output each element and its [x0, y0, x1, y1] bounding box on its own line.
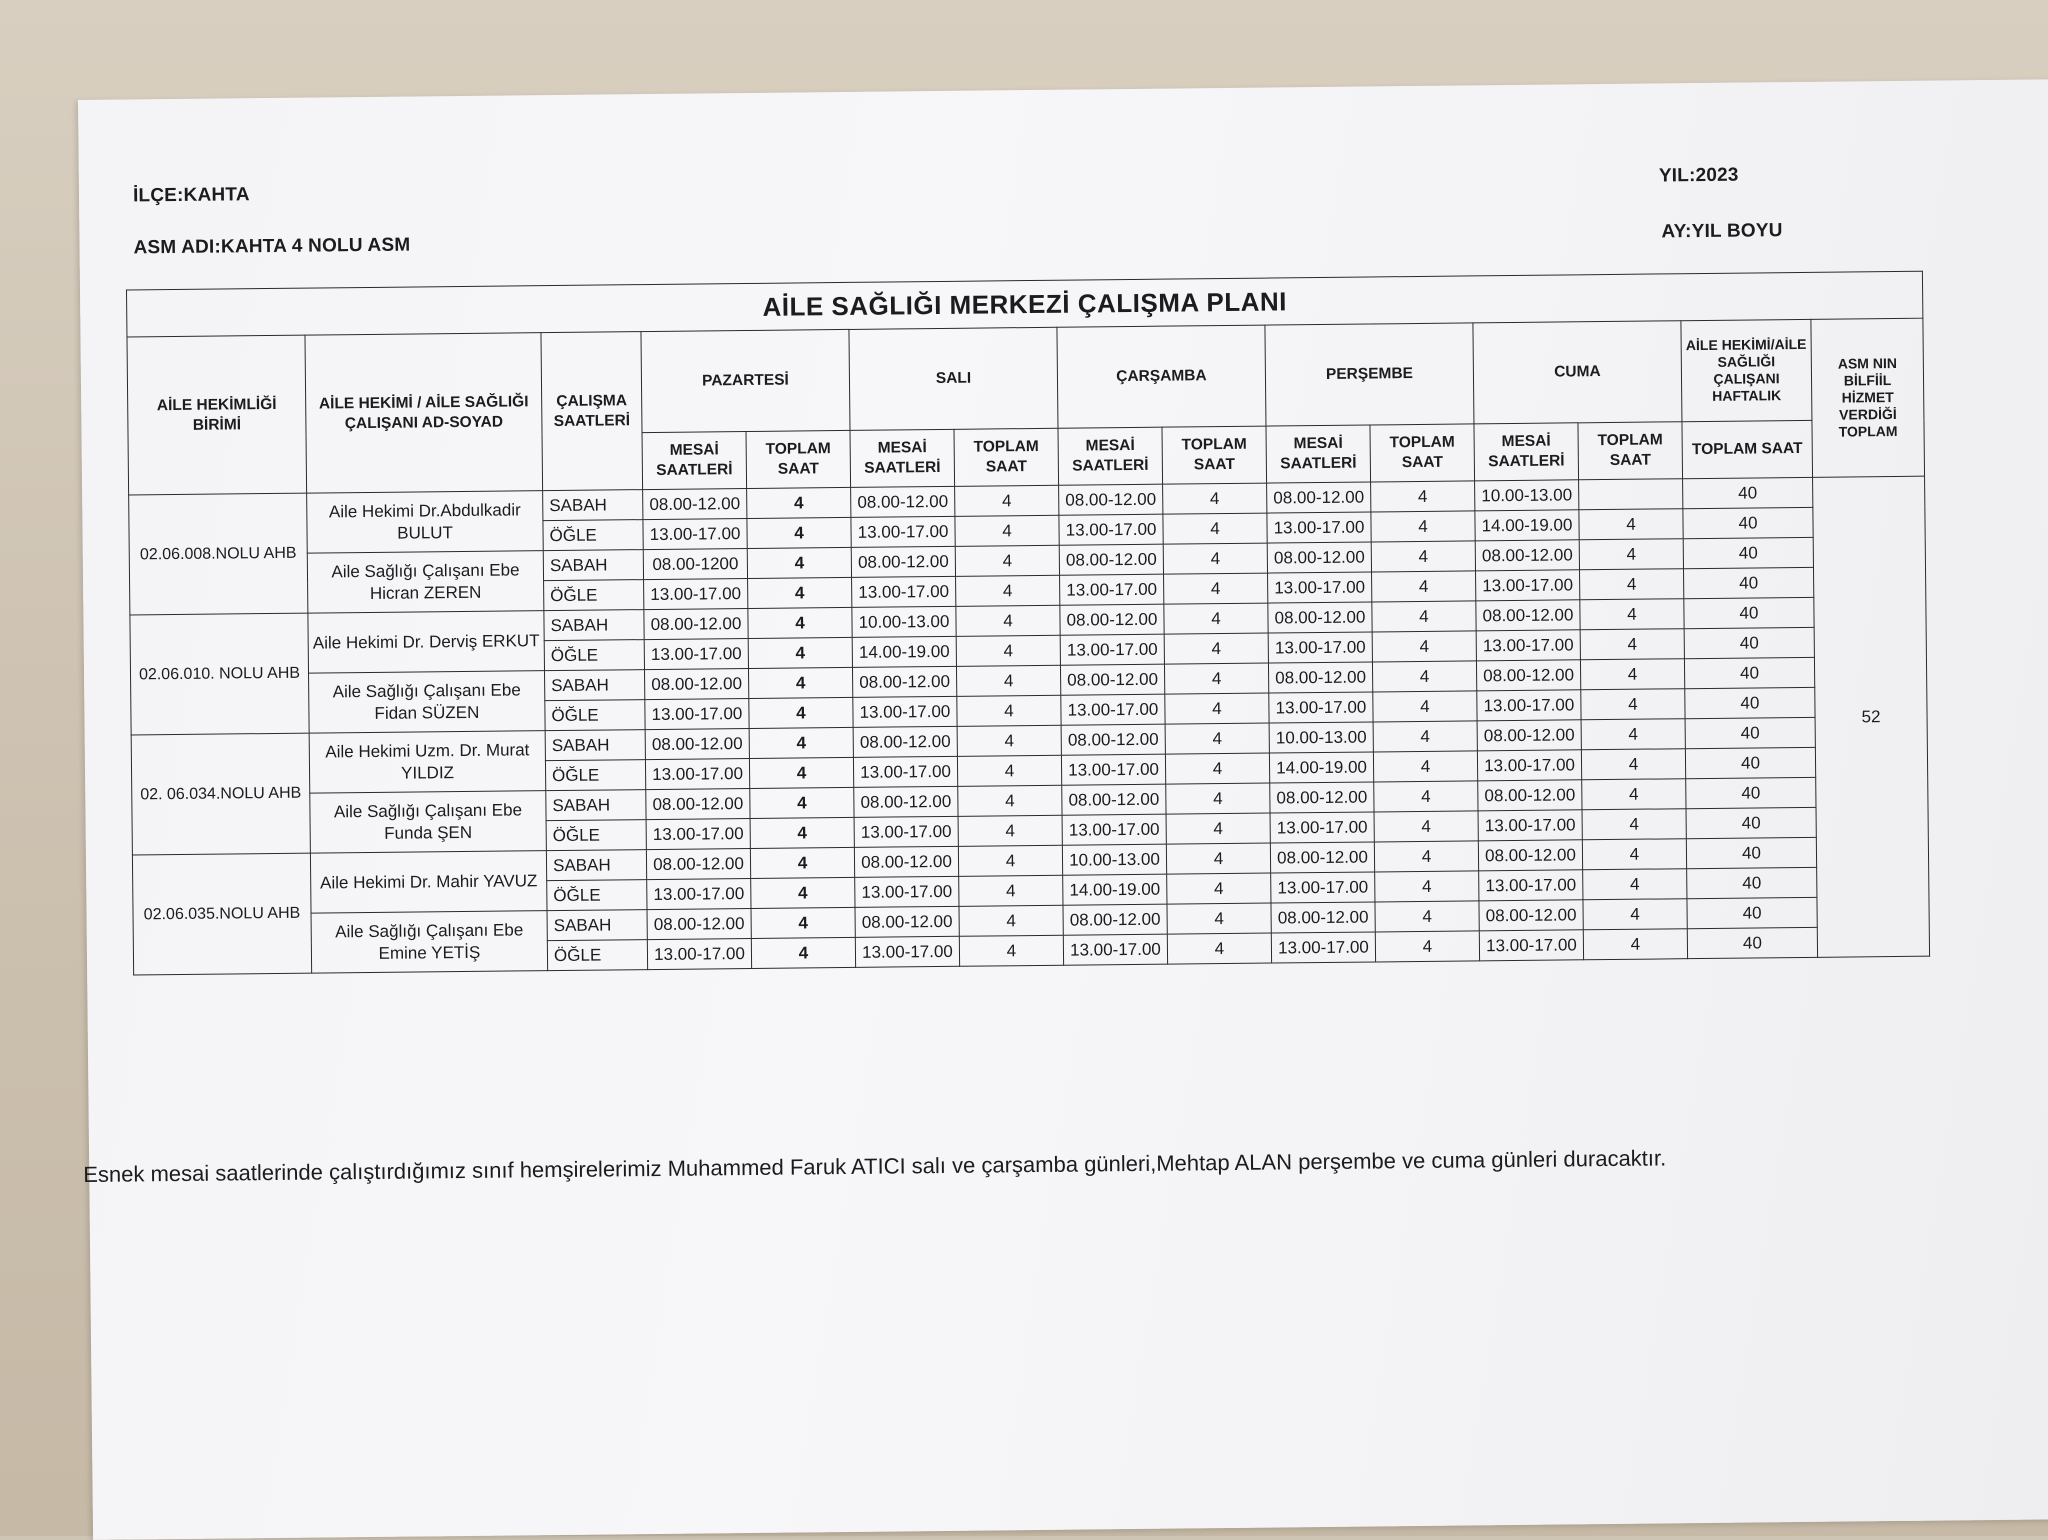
total-hours-cell: 4 [958, 785, 1062, 816]
total-hours-cell: 4 [1164, 573, 1268, 604]
total-hours-cell: 4 [1582, 779, 1686, 810]
total-hours-cell: 4 [750, 817, 854, 848]
total-hours-cell: 4 [955, 485, 1059, 516]
total-hours-cell: 4 [956, 665, 1060, 696]
total-hours-cell: 4 [748, 607, 852, 638]
hours-cell: 13.00-17.00 [1268, 632, 1372, 663]
hours-cell: 13.00-17.00 [1062, 814, 1166, 845]
total-hours-cell: 4 [748, 667, 852, 698]
hours-cell: 13.00-17.00 [645, 699, 749, 730]
total-hours-cell: 4 [749, 697, 853, 728]
total-hours-cell: 4 [1581, 749, 1685, 780]
weekly-total-cell: 40 [1686, 777, 1816, 808]
shift-cell: SABAH [543, 490, 643, 521]
total-hours-cell: 4 [1166, 783, 1270, 814]
shift-cell: SABAH [546, 790, 646, 821]
table-body [129, 476, 1930, 975]
hours-cell: 08.00-12.00 [645, 729, 749, 760]
shift-cell: SABAH [545, 670, 645, 701]
day-header-thursday: PERŞEMBE [1265, 323, 1474, 426]
thursday-hours-header: MESAİ SAATLERİ [1266, 425, 1371, 483]
shift-column-header: ÇALIŞMA SAATLERİ [541, 332, 643, 491]
total-hours-cell: 4 [1372, 601, 1476, 632]
total-hours-cell: 4 [749, 757, 853, 788]
total-hours-cell: 4 [1167, 873, 1271, 904]
hours-cell: 13.00-17.00 [1477, 750, 1581, 781]
hours-cell: 13.00-17.00 [1061, 754, 1165, 785]
total-hours-cell: 4 [1580, 629, 1684, 660]
hours-cell: 08.00-12.00 [1479, 900, 1583, 931]
shift-cell: ÖĞLE [547, 880, 647, 911]
total-hours-cell: 4 [956, 575, 1060, 606]
total-hours-cell: 4 [748, 637, 852, 668]
hours-cell: 08.00-12.00 [1061, 724, 1165, 755]
person-name-cell: Aile Sağlığı Çalışanı Ebe Emine YETİŞ [311, 911, 548, 973]
hours-cell: 13.00-17.00 [854, 816, 958, 847]
weekly-total-cell: 40 [1683, 537, 1813, 568]
hours-cell: 08.00-12.00 [853, 726, 957, 757]
hours-cell: 13.00-17.00 [1478, 810, 1582, 841]
hours-cell: 14.00-19.00 [852, 636, 956, 667]
hours-cell: 13.00-17.00 [1268, 572, 1372, 603]
hours-cell: 08.00-12.00 [855, 906, 959, 937]
total-hours-cell: 4 [1165, 723, 1269, 754]
total-hours-cell: 4 [1375, 871, 1479, 902]
hours-cell: 08.00-12.00 [644, 669, 748, 700]
total-hours-cell: 4 [747, 517, 851, 548]
total-hours-cell: 4 [1163, 483, 1267, 514]
total-hours-cell: 4 [1581, 689, 1685, 720]
hours-cell: 10.00-13.00 [1475, 480, 1579, 511]
hours-cell: 08.00-12.00 [1268, 662, 1372, 693]
weekly-total-cell: 40 [1684, 657, 1814, 688]
total-hours-cell: 4 [749, 727, 853, 758]
total-hours-cell: 4 [748, 577, 852, 608]
total-hours-cell: 4 [1164, 663, 1268, 694]
hours-cell: 08.00-12.00 [1063, 904, 1167, 935]
hours-cell: 10.00-13.00 [1062, 844, 1166, 875]
hours-cell: 13.00-17.00 [1060, 634, 1164, 665]
hours-cell: 13.00-17.00 [1271, 872, 1375, 903]
total-hours-cell: 4 [1372, 571, 1476, 602]
month-label: AY:YIL BOYU [1661, 220, 1783, 243]
hours-cell: 13.00-17.00 [647, 938, 751, 969]
total-hours-cell: 4 [1583, 869, 1687, 900]
person-name-cell: Aile Hekimi Uzm. Dr. Murat YILDIZ [309, 731, 546, 793]
friday-hours-header: MESAİ SAATLERİ [1474, 423, 1579, 481]
shift-cell: ÖĞLE [544, 640, 644, 671]
total-hours-cell: 4 [1371, 541, 1475, 572]
unit-column-header: AİLE HEKİMLİĞİ BİRİMİ [127, 335, 307, 495]
shift-cell: SABAH [543, 550, 643, 581]
hours-cell: 08.00-12.00 [1271, 902, 1375, 933]
total-hours-cell: 4 [1373, 721, 1477, 752]
hours-cell: 13.00-17.00 [1063, 934, 1167, 965]
hours-cell: 13.00-17.00 [1271, 932, 1375, 963]
hours-cell: 13.00-17.00 [644, 639, 748, 670]
hours-cell: 08.00-12.00 [1270, 782, 1374, 813]
hours-cell: 08.00-12.00 [1476, 660, 1580, 691]
hours-cell: 13.00-17.00 [1479, 870, 1583, 901]
total-hours-cell: 4 [1583, 929, 1687, 960]
work-plan-table [126, 271, 1930, 976]
document-paper [78, 79, 2048, 1540]
weekly-total-cell: 40 [1687, 867, 1817, 898]
total-hours-cell: 4 [958, 845, 1062, 876]
person-name-cell: Aile Sağlığı Çalışanı Ebe Funda ŞEN [310, 791, 547, 853]
total-hours-cell: 4 [751, 877, 855, 908]
total-hours-cell: 4 [1374, 781, 1478, 812]
total-hours-cell: 4 [956, 635, 1060, 666]
total-hours-cell: 4 [750, 847, 854, 878]
total-hours-cell: 4 [956, 605, 1060, 636]
total-hours-cell: 4 [1372, 661, 1476, 692]
shift-cell: SABAH [544, 610, 644, 641]
total-hours-cell: 4 [1163, 543, 1267, 574]
person-name-cell: Aile Hekimi Dr.Abdulkadir BULUT [307, 491, 544, 553]
hours-cell: 13.00-17.00 [1269, 692, 1373, 723]
tuesday-hours-header: MESAİ SAATLERİ [850, 429, 955, 487]
hours-cell: 08.00-12.00 [646, 849, 750, 880]
hours-cell: 10.00-13.00 [852, 606, 956, 637]
total-hours-cell: 4 [959, 905, 1063, 936]
total-hours-cell: 4 [959, 935, 1063, 966]
hours-cell: 08.00-12.00 [1475, 540, 1579, 571]
hours-cell: 08.00-12.00 [643, 489, 747, 520]
total-hours-cell: 4 [1374, 811, 1478, 842]
total-hours-cell: 4 [957, 755, 1061, 786]
total-hours-cell: 4 [1167, 903, 1271, 934]
total-hours-cell: 4 [957, 695, 1061, 726]
hours-cell: 08.00-12.00 [1476, 600, 1580, 631]
total-hours-cell: 4 [1164, 603, 1268, 634]
total-hours-cell: 4 [1580, 599, 1684, 630]
monday-total-header: TOPLAM SAAT [746, 430, 851, 488]
hours-cell: 08.00-12.00 [854, 786, 958, 817]
hours-cell: 13.00-17.00 [647, 878, 751, 909]
day-header-tuesday: SALI [849, 327, 1058, 430]
hours-cell: 13.00-17.00 [855, 936, 959, 967]
shift-cell: SABAH [547, 910, 647, 941]
total-hours-cell: 4 [1163, 513, 1267, 544]
shift-cell: ÖĞLE [545, 760, 645, 791]
total-hours-cell: 4 [955, 545, 1059, 576]
hours-cell: 13.00-17.00 [1476, 630, 1580, 661]
weekly-total-cell: 40 [1683, 477, 1813, 508]
total-hours-cell: 4 [747, 487, 851, 518]
hours-cell: 13.00-17.00 [645, 759, 749, 790]
weekly-total-cell: 40 [1685, 717, 1815, 748]
wednesday-hours-header: MESAİ SAATLERİ [1058, 427, 1163, 485]
person-name-cell: Aile Hekimi Dr. Mahir YAVUZ [310, 851, 547, 913]
weekly-total-cell: 40 [1683, 567, 1813, 598]
hours-cell: 13.00-17.00 [1477, 690, 1581, 721]
total-hours-cell: 4 [747, 547, 851, 578]
hours-cell: 08.00-12.00 [854, 846, 958, 877]
hours-cell: 13.00-17.00 [1479, 930, 1583, 961]
hours-cell: 08.00-12.00 [1267, 482, 1371, 513]
hours-cell: 13.00-17.00 [643, 519, 747, 550]
hours-cell: 08.00-12.00 [851, 546, 955, 577]
weekly-total-cell: 40 [1685, 747, 1815, 778]
hours-cell: 13.00-17.00 [853, 756, 957, 787]
total-hours-cell: 4 [1580, 569, 1684, 600]
total-hours-cell: 4 [1166, 843, 1270, 874]
unit-cell: 02.06.008.NOLU AHB [129, 493, 308, 615]
hours-cell: 14.00-19.00 [1063, 874, 1167, 905]
tuesday-total-header: TOPLAM SAAT [954, 428, 1059, 486]
total-hours-cell: 4 [1375, 901, 1479, 932]
total-hours-cell: 4 [1166, 813, 1270, 844]
year-label: YIL:2023 [1658, 164, 1739, 187]
person-name-cell: Aile Sağlığı Çalışanı Ebe Hicran ZEREN [307, 551, 544, 613]
hours-cell: 13.00-17.00 [646, 819, 750, 850]
total-hours-cell: 4 [751, 937, 855, 968]
total-hours-cell: 4 [1583, 899, 1687, 930]
hours-cell: 08.00-12.00 [852, 666, 956, 697]
district-label: İLÇE:KAHTA [132, 184, 250, 207]
person-name-cell: Aile Sağlığı Çalışanı Ebe Fidan SÜZEN [309, 671, 546, 733]
asm-name-label: ASM ADI:KAHTA 4 NOLU ASM [133, 234, 411, 259]
weekly-total-cell: 40 [1685, 687, 1815, 718]
total-hours-cell: 4 [1373, 691, 1477, 722]
shift-cell: ÖĞLE [545, 700, 645, 731]
total-hours-cell: 4 [1165, 693, 1269, 724]
weekly-total-cell: 40 [1686, 807, 1816, 838]
hours-cell: 08.00-12.00 [1060, 664, 1164, 695]
shift-cell: SABAH [546, 850, 646, 881]
total-hours-cell: 4 [1372, 631, 1476, 662]
day-header-monday: PAZARTESİ [641, 329, 850, 432]
hours-cell: 13.00-17.00 [1270, 812, 1374, 843]
hours-cell: 13.00-17.00 [1059, 514, 1163, 545]
weekly-total-cell: 40 [1683, 507, 1813, 538]
unit-cell: 02.06.035.NOLU AHB [132, 853, 311, 975]
hours-cell: 08.00-12.00 [1059, 484, 1163, 515]
asm-total-column-header: ASM NIN BİLFİİL HİZMET VERDİĞİ TOPLAM [1811, 318, 1925, 477]
footer-note: Esnek mesai saatlerinde çalıştırdığımız sınıf hemşirelerimiz Muhammed Faruk ATICI salı ve çarşamba günleri,Mehtap ALAN perşembe ve cuma günleri duracaktır. [83, 1145, 1667, 1188]
weekly-total-cell: 40 [1686, 837, 1816, 868]
total-hours-cell: 4 [1582, 809, 1686, 840]
shift-cell: ÖĞLE [543, 520, 643, 551]
hours-cell: 14.00-19.00 [1475, 510, 1579, 541]
hours-cell: 13.00-17.00 [853, 696, 957, 727]
total-hours-cell: 4 [1579, 509, 1683, 540]
table-title: AİLE SAĞLIĞI MERKEZİ ÇALIŞMA PLANI [126, 271, 1922, 337]
hours-cell: 08.00-12.00 [851, 486, 955, 517]
hours-cell: 08.00-12.00 [1477, 720, 1581, 751]
wednesday-total-header: TOPLAM SAAT [1162, 426, 1267, 484]
hours-cell: 13.00-17.00 [1267, 512, 1371, 543]
total-hours-cell: 4 [1580, 659, 1684, 690]
asm-total-cell: 52 [1813, 476, 1930, 957]
person-name-cell: Aile Hekimi Dr. Derviş ERKUT [308, 611, 545, 673]
weekly-total-cell: 40 [1687, 897, 1817, 928]
total-hours-cell: 4 [751, 907, 855, 938]
hours-cell: 08.00-12.00 [1060, 604, 1164, 635]
hours-cell: 13.00-17.00 [1061, 694, 1165, 725]
hours-cell: 08.00-12.00 [1267, 542, 1371, 573]
weekly-column-header: AİLE HEKİMİ/AİLE SAĞLIĞI ÇALIŞANI HAFTALIK [1681, 319, 1812, 421]
hours-cell: 13.00-17.00 [852, 576, 956, 607]
hours-cell: 13.00-17.00 [851, 516, 955, 547]
thursday-total-header: TOPLAM SAAT [1370, 424, 1475, 482]
total-hours-cell: 4 [1373, 751, 1477, 782]
day-header-wednesday: ÇARŞAMBA [1057, 325, 1266, 428]
hours-cell: 14.00-19.00 [1269, 752, 1373, 783]
total-hours-cell: 4 [1167, 933, 1271, 964]
total-hours-cell: 4 [955, 515, 1059, 546]
hours-cell: 08.00-12.00 [646, 789, 750, 820]
hours-cell: 08.00-12.00 [1478, 840, 1582, 871]
unit-cell: 02.06.010. NOLU AHB [130, 613, 309, 735]
total-hours-cell: 4 [750, 787, 854, 818]
name-column-header: AİLE HEKİMİ / AİLE SAĞLIĞI ÇALIŞANI AD-SOYAD [305, 333, 543, 493]
total-hours-cell: 4 [1582, 839, 1686, 870]
weekly-total-cell: 40 [1684, 627, 1814, 658]
unit-cell: 02. 06.034.NOLU AHB [131, 733, 310, 855]
hours-cell: 08.00-12.00 [1062, 784, 1166, 815]
shift-cell: ÖĞLE [544, 580, 644, 611]
total-hours-cell: 4 [1371, 511, 1475, 542]
hours-cell: 08.00-12.00 [647, 908, 751, 939]
total-hours-cell: 4 [1579, 539, 1683, 570]
total-hours-cell: 4 [1375, 931, 1479, 962]
hours-cell: 13.00-17.00 [1060, 574, 1164, 605]
monday-hours-header: MESAİ SAATLERİ [642, 432, 747, 490]
total-hours-cell: 4 [958, 815, 1062, 846]
hours-cell: 08.00-12.00 [1478, 780, 1582, 811]
weekly-total-cell: 40 [1687, 927, 1817, 958]
hours-cell: 08.00-1200 [643, 549, 747, 580]
shift-cell: ÖĞLE [546, 820, 646, 851]
hours-cell: 13.00-17.00 [1476, 570, 1580, 601]
day-header-friday: CUMA [1473, 321, 1682, 424]
friday-total-header: TOPLAM SAAT [1578, 422, 1683, 480]
total-hours-cell: 4 [1581, 719, 1685, 750]
weekly-total-cell: 40 [1684, 597, 1814, 628]
hours-cell: 10.00-13.00 [1269, 722, 1373, 753]
hours-cell: 08.00-12.00 [1270, 842, 1374, 873]
total-hours-cell: 4 [1371, 481, 1475, 512]
total-hours-cell [1579, 479, 1683, 510]
total-hours-cell: 4 [1165, 753, 1269, 784]
shift-cell: ÖĞLE [547, 940, 647, 971]
total-hours-cell: 4 [1374, 841, 1478, 872]
hours-cell: 08.00-12.00 [1268, 602, 1372, 633]
weekly-total-header: TOPLAM SAAT [1682, 420, 1813, 478]
total-hours-cell: 4 [1164, 633, 1268, 664]
total-hours-cell: 4 [959, 875, 1063, 906]
hours-cell: 13.00-17.00 [644, 579, 748, 610]
hours-cell: 08.00-12.00 [644, 609, 748, 640]
hours-cell: 13.00-17.00 [855, 876, 959, 907]
hours-cell: 08.00-12.00 [1059, 544, 1163, 575]
total-hours-cell: 4 [957, 725, 1061, 756]
shift-cell: SABAH [545, 730, 645, 761]
